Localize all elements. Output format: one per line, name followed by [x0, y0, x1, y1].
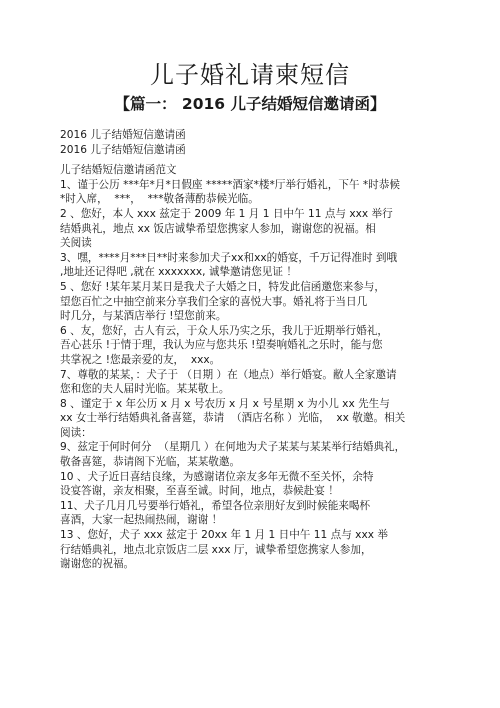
- body-line: 结婚典礼，地点 xx 饭店诚挚希望您携家人参加，谢谢您的祝福。相: [60, 222, 376, 235]
- body-line: 谢谢您的祝福。: [60, 558, 135, 571]
- body-line: 11、犬子几月几号要举行婚礼，希望各位亲朋好友到时候能来喝杯: [60, 499, 371, 512]
- body-line: 望您百忙之中抽空前来分享我们全家的喜悦大事。婚礼将于当日几: [60, 295, 368, 308]
- body-line: 3、嘿，****月***日**时来参加犬子xx和xx的婚宴，千万记得准时 到哦: [60, 251, 398, 264]
- body-line: 关阅读: [60, 237, 92, 250]
- body-line: 13 、您好，犬子 xxx 兹定于 20xx 年 1 月 1 日中午 11 点与 xxx 举: [60, 529, 388, 542]
- body-line: 6 、友，您好，古人有云，于众人乐乃实之乐，我儿于近期举行婚礼，: [60, 324, 388, 337]
- document-title: 儿子婚礼请柬短信: [150, 61, 350, 89]
- document-subtitle: 【篇一： 2016 儿子结婚短信邀请函】: [114, 95, 386, 113]
- body-line: 您和您的夫人届时光临。某某敬上。: [60, 383, 230, 396]
- body-line: xx 女士举行结婚典礼备喜筵，恭请 （酒店名称 ）光临， xx 敬邀。相关: [60, 412, 406, 425]
- intro-line: 2016 儿子结婚短信邀请函: [60, 143, 186, 156]
- body-line: 5 、您好 !某年某月某日是我犬子大婚之日，特发此信函邀您来参与，: [60, 280, 385, 293]
- body-line: 2 、您好，本人 xxx 兹定于 2009 年 1 月 1 日中午 11 点与 xxx 举行: [60, 207, 393, 220]
- body-line: 阅读：: [60, 426, 92, 439]
- body-line: 1、谨于公历 ***年*月*日假座 *****酒家*楼*厅举行婚礼，下午 *时恭候: [60, 178, 400, 191]
- body-line: 吾心甚乐 !于情于理，我认为应与您共乐 !望奏响婚礼之乐时，能与您: [60, 339, 383, 352]
- body-line: 敬备喜筵，恭请阁下光临，某某敬邀。: [60, 456, 241, 469]
- body-line: 行结婚典礼，地点北京饭店二层 xxx 厅，诚挚希望您携家人参加，: [60, 543, 372, 556]
- body-line: 儿子结婚短信邀请函范文: [60, 164, 177, 177]
- body-line: 喜酒，大家一起热闹热闹，谢谢 ！: [60, 514, 223, 527]
- body-line: *时入席， ***， ***敬备薄酌恭候光临。: [60, 193, 259, 206]
- intro-line: 2016 儿子结婚短信邀请函: [60, 129, 186, 141]
- body-line: 时几分，与某酒店举行 !望您前来。: [60, 310, 227, 323]
- body-line: ,地址还记得吧 ,就在 xxxxxxx, 诚挚邀请您见证 ！: [60, 266, 297, 279]
- body-line: 10 、犬子近日喜结良缘，为感谢诸位亲友多年无微不至关怀，余特: [60, 470, 374, 483]
- body-line: 设宴答谢，亲友相聚，至喜至诚。时间，地点，恭候赴宴 ！: [60, 485, 339, 498]
- body-line: 8 、谨定于 x 年公历 x 月 x 号农历 x 月 x 号星期 x 为小儿 xx 先生与: [60, 397, 390, 410]
- body-line: 9、兹定于何时何分 （星期几 ）在何地为犬子某某与某某举行结婚典礼，: [60, 441, 406, 454]
- body-line: 7、尊敬的某某，：犬子于 （日期 ）在（地点）举行婚宴。敝人全家邀请: [60, 368, 397, 381]
- body-line: 共掌祝之 !您最亲爱的友， xxx。: [60, 353, 221, 366]
- document-body: [60, 128, 480, 572]
